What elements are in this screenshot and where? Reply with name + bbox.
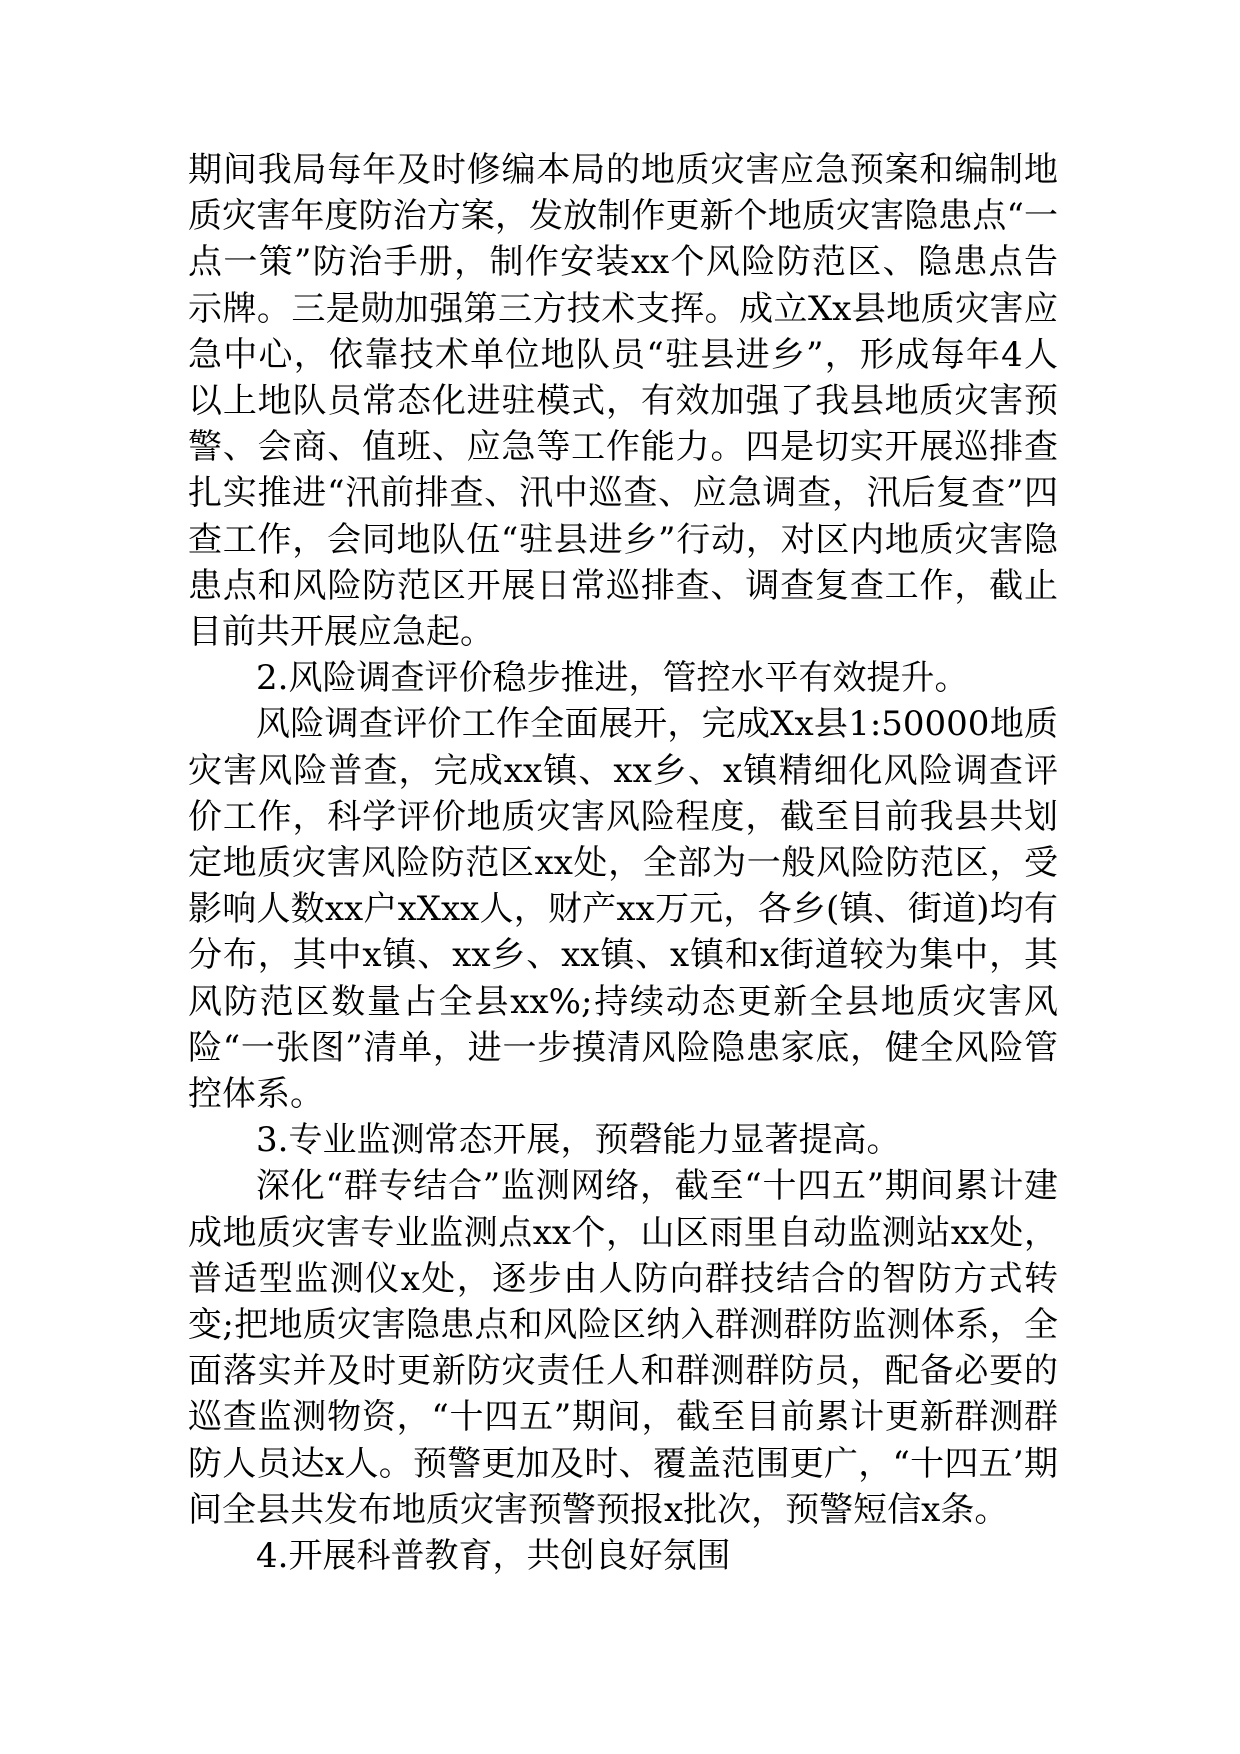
body-paragraph: 风险调查评价工作全面展开，完成Xx县1:50000地质灾害风险普查，完成xx镇、xx乡、x镇精细化风险调查评价工作，科学评价地质灾害风险程度，截至目前我县共划定地质灾害风险防范区xx处，全部为一般风险防范区，受影响人数xx户xXxx人，财产xx万元，各乡(镇、街道)均有分布，其中x镇、xx乡、xx镇、x镇和x街道较为集中，其风防范区数量占全县xx%;持续动态更新全县地质灾害风险“一张图”清单，进一步摸清风险隐患家底，健全风险管控体系。 <box>188 704 1058 1115</box>
body-paragraph: 深化“群专结合”监测网络，截至“十四五”期间累计建成地质灾害专业监测点xx个，山区雨里自动监测站xx处，普适型监测仪x处，逐步由人防向群技结合的智防方式转变;把地质灾害隐患点和风险区纳入群测群防监测体系，全面落实并及时更新防灾责任人和群测群防员，配备必要的巡查监测物资，“十四五”期间，截至目前累计更新群测群防人员达x人。预警更加及时、覆盖范围更广，“十四五’期间全县共发布地质灾害预警预报x批次，预警短信x条。 <box>188 1166 1058 1530</box>
document-page <box>188 147 1058 1707</box>
section-heading: 4.开展科普教育，共创良好氛围 <box>256 1536 731 1577</box>
section-heading: 2.风险调查评价稳步推进，管控水平有效提升。 <box>256 658 969 699</box>
section-heading: 3.专业监测常态开展，预磬能力显著提高。 <box>256 1120 901 1161</box>
body-paragraph: 期间我局每年及时修编本局的地质灾害应急预案和编制地质灾害年度防治方案，发放制作更新个地质灾害隐患点“一点一策”防治手册，制作安装xx个风险防范区、隐患点告示牌。三是勋加强第三方技术支挥。成立Xx县地质灾害应急中心，依靠技术单位地队员“驻县进乡”，形成每年4人以上地队员常态化进驻模式，有效加强了我县地质灾害预警、会商、值班、应急等工作能力。四是切实开展巡排查扎实推进“汛前排查、汛中巡查、应急调查，汛后复查”四查工作，会同地队伍“驻县进乡”行动，对区内地质灾害隐患点和风险防范区开展日常巡排查、调查复查工作，截止目前共开展应急起。 <box>188 150 1058 653</box>
